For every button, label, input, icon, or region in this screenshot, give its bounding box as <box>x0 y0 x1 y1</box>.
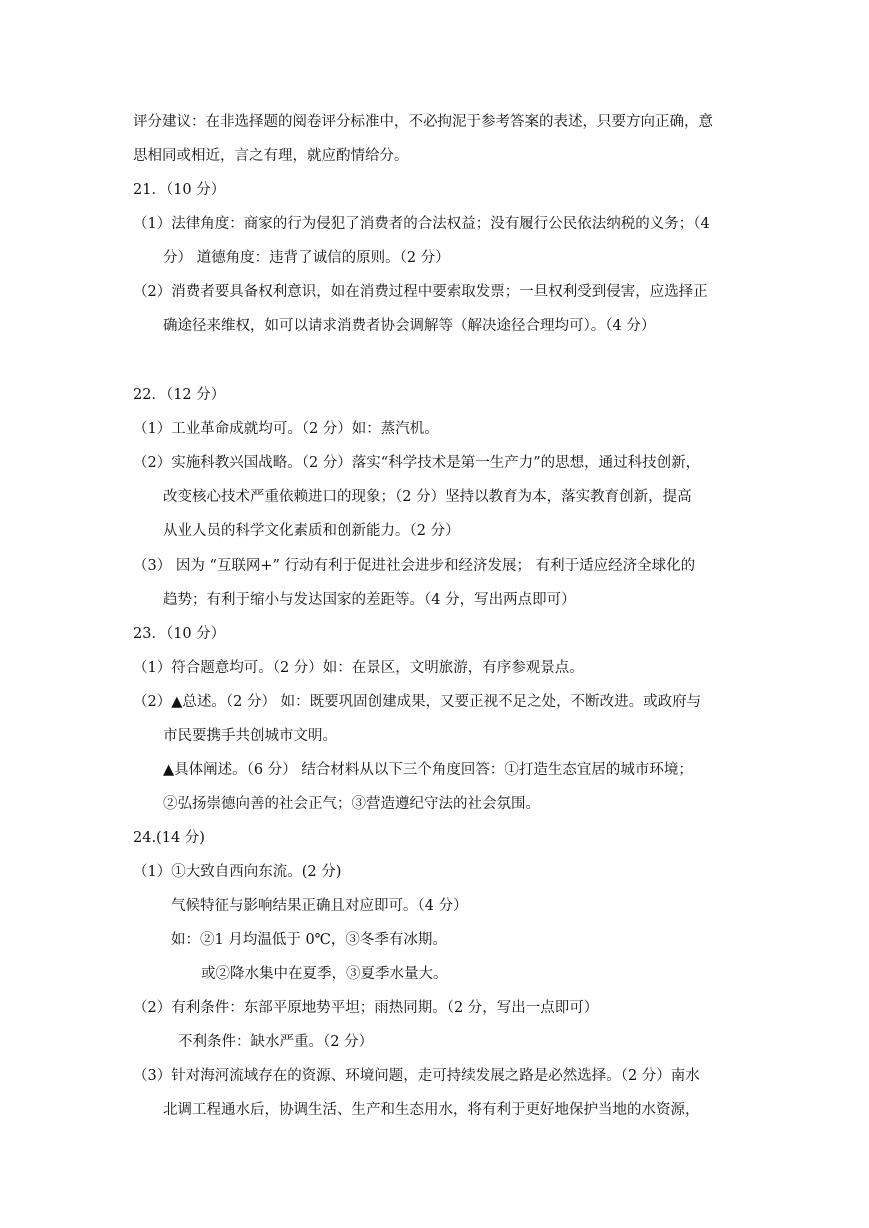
q24-part2-line-1: （2）有利条件：东部平原地势平坦；雨热同期。（2 分，写出一点即可） <box>133 1000 599 1016</box>
question-21-heading: 21．（10 分） <box>133 182 226 198</box>
q22-part3-line-1: （3） 因为 “互联网+” 行动有利于促进社会进步和经济发展； 有利于适应经济全球化的 <box>133 558 696 574</box>
question-23-heading: 23．（10 分） <box>133 626 226 642</box>
question-24-heading: 24.(14 分) <box>133 830 205 846</box>
q21-part1-line-2: 分） 道德角度：违背了诚信的原则。（2 分） <box>163 250 450 266</box>
scoring-note-line-1: 评分建议：在非选择题的阅卷评分标准中，不必拘泥于参考答案的表述，只要方向正确，意 <box>133 114 713 130</box>
q23-part2-line-4: ②弘扬崇德向善的社会正气；③营造遵纪守法的社会氛围。 <box>163 796 540 812</box>
q23-part2-line-1: （2）▲总述。（2 分） 如：既要巩固创建成果，又要正视不足之处，不断改进。或政府与 <box>133 694 702 710</box>
q21-part2-line-2: 确途径来维权，如可以请求消费者协会调解等（解决途径合理均可）。（4 分） <box>163 318 656 334</box>
q24-part3-line-2: 北调工程通水后，协调生活、生产和生态用水，将有利于更好地保护当地的水资源， <box>163 1102 700 1118</box>
q24-part1-line-4: 或②降水集中在夏季，③夏季水量大。 <box>201 966 448 982</box>
q24-part3-line-1: （3）针对海河流域存在的资源、环境问题，走可持续发展之路是必然选择。（2 分）南水 <box>133 1068 700 1084</box>
q21-part2-line-1: （2）消费者要具备权利意识，如在消费过程中要索取发票；一旦权利受到侵害，应选择正 <box>133 284 708 300</box>
q24-part1-line-1: （1）①大致自西向东流。(2 分) <box>133 864 342 880</box>
q24-part1-line-3: 如：②1 月均温低于 0℃，③冬季有冰期。 <box>171 932 447 948</box>
q23-part2-line-3: ▲具体阐述。（6 分） 结合材料从以下三个角度回答：①打造生态宜居的城市环境； <box>163 762 693 778</box>
q21-part1-line-1: （1）法律角度：商家的行为侵犯了消费者的合法权益；没有履行公民依法纳税的义务；（4 <box>133 216 710 232</box>
scoring-note-line-2: 思相同或相近，言之有理，就应酌情给分。 <box>133 148 409 164</box>
q22-part2-line-1: （2）实施科教兴国战略。（2 分）落实“科学技术是第一生产力”的思想，通过科技创新， <box>133 455 701 471</box>
question-22-heading: 22．（12 分） <box>133 387 226 403</box>
q24-part2-line-2: 不利条件：缺水严重。（2 分） <box>178 1034 374 1050</box>
q22-part3-line-2: 趋势；有利于缩小与发达国家的差距等。（4 分，写出两点即可） <box>163 592 576 608</box>
q22-part2-line-3: 从业人员的科学文化素质和创新能力。（2 分） <box>163 523 460 539</box>
q22-part2-line-2: 改变核心技术严重依赖进口的现象；（2 分）坚持以教育为本，落实教育创新，提高 <box>163 489 692 505</box>
q24-part1-line-2: 气候特征与影响结果正确且对应即可。（4 分） <box>171 898 468 914</box>
q23-part1-line-1: （1）符合题意均可。（2 分）如：在景区，文明旅游，有序参观景点。 <box>133 660 584 676</box>
q22-part1-line-1: （1）工业革命成就均可。（2 分）如：蒸汽机。 <box>133 421 439 437</box>
q23-part2-line-2: 市民要携手共创城市文明。 <box>163 728 337 744</box>
